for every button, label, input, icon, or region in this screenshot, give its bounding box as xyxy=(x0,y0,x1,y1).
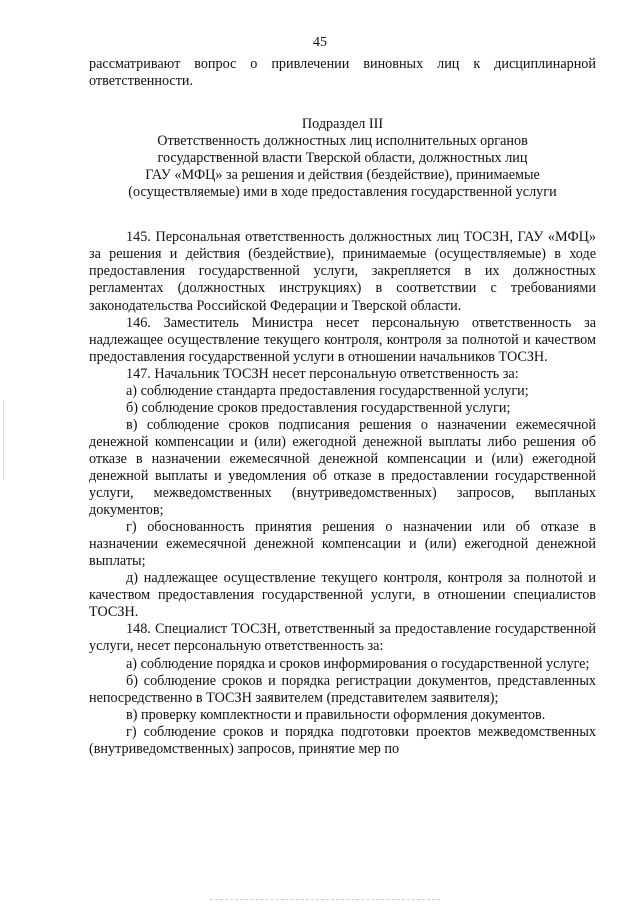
heading-line-4: (осуществляемые) ими в ходе предоставления государственной услуги xyxy=(128,184,557,201)
paragraph-148: 148. Специалист ТОСЗН, ответственный за предоставление государственной услуги, несет персональную ответственность за: xyxy=(89,621,596,655)
paragraph-146: 146. Заместитель Министра несет персональную ответственность за надлежащее осуществление текущего контроля, контроля за полнотой и качеством предоставления государственной услуги в отношении начальников ТОСЗН. xyxy=(89,314,596,365)
list-item-148-g: г) соблюдение сроков и порядка подготовки проектов межведомственных (внутриведомственных) запросов, принятие мер по xyxy=(89,723,596,757)
scan-artifact-bottom xyxy=(210,899,440,901)
list-item-147-d: д) надлежащее осуществление текущего контроля, контроля за полнотой и качеством предоставления государственной услуги, в отношении специалистов ТОСЗН. xyxy=(89,570,596,621)
list-item-147-g: г) обоснованность принятия решения о назначении или об отказе в назначении ежемесячной денежной компенсации и (или) ежегодной денежной выплаты; xyxy=(89,519,596,570)
list-item-147-v: в) соблюдение сроков подписания решения о назначении ежемесячной денежной компенсации и (или) ежегодной денежной выплаты либо решения об отказе в назначении ежемесячной денежной компенсации и (или) ежегодной денежной выплаты и уведомления об отказе в предоставлении государственной услуги, межведомственных (внутриведомственных) запросов, выпланых документов; xyxy=(89,416,596,519)
heading-line-2: государственной власти Тверской области, должностных лиц xyxy=(157,150,528,167)
heading-line-subsection: Подраздел III xyxy=(301,116,384,133)
list-item-147-a: а) соблюдение стандарта предоставления государственной услуги; xyxy=(126,382,529,399)
list-item-148-b: б) соблюдение сроков и порядка регистрации документов, представленных непосредственно в ТОСЗН заявителем (представителем заявителя); xyxy=(89,672,596,706)
page-number: 45 xyxy=(313,35,327,50)
list-item-147-b: б) соблюдение сроков предоставления государственной услуги; xyxy=(126,399,511,416)
heading-line-3: ГАУ «МФЦ» за решения и действия (бездействие), принимаемые xyxy=(145,167,540,184)
document-body xyxy=(89,56,596,758)
paragraph-145: 145. Персональная ответственность должностных лиц ТОСЗН, ГАУ «МФЦ» за решения и действия (бездействие), принимаемые (осуществляемые) в ходе предоставления государственной услуги, закрепляется в их должностных регламентах (должностных инструкциях) в соответствии с требованиями законодательства Российской Федерации и Тверской области. xyxy=(89,229,596,314)
paragraph-continuation: рассматривают вопрос о привлечении виновных лиц к дисциплинарной ответственности. xyxy=(89,56,596,90)
list-item-148-v: в) проверку комплектности и правильности оформления документов. xyxy=(126,706,546,723)
heading-line-1: Ответственность должностных лиц исполнительных органов xyxy=(157,133,528,150)
section-heading xyxy=(89,116,596,201)
list-item-148-a: а) соблюдение порядка и сроков информирования о государственной услуге; xyxy=(126,655,590,672)
paragraph-147: 147. Начальник ТОСЗН несет персональную ответственность за: xyxy=(126,365,519,382)
scan-artifact-left xyxy=(3,400,4,480)
